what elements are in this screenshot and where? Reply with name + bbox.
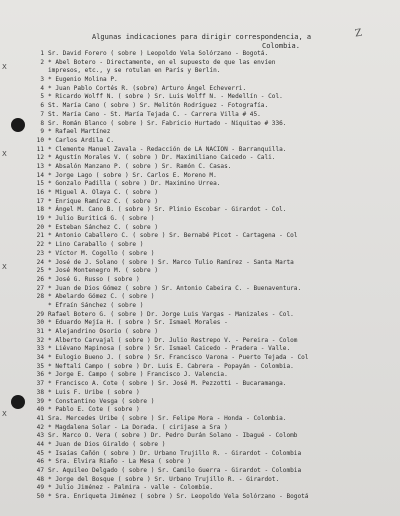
list-item [4,389,398,398]
item-number: 24 [36,258,44,266]
item-text: Sra. Mercedes Uribe ( sobre ) Sr. Felipe Mora - Honda - Colombia. [48,414,287,422]
list-item [4,293,398,302]
margin-mark: X [2,263,7,271]
item-text: * Lino Caraballo ( sobre ) [48,241,144,249]
list-item [4,371,398,380]
list-item [4,67,398,76]
item-text: * Julio Buriticá G. ( sobre ) [48,215,155,223]
item-number: 47 [36,467,44,474]
item-text: * Carlos Ardila C. [48,136,115,144]
list-item [4,380,398,389]
item-number: 2 [40,58,44,66]
item-number: 35 [36,362,44,370]
item-text: * Clemente Manuel Zavala - Redacción de LA NACION - Barranquilla. [48,145,287,153]
item-text: * Víctor M. Cogollo ( sobre ) [48,249,155,257]
item-number: 46 [36,458,44,466]
list-item [4,120,398,129]
list-item [4,76,398,85]
list-item [4,241,398,250]
item-text: * Antonio Caballero C. ( sobre ) Sr. Bernabé Picot - Cartagena - Col [48,232,298,240]
list-item [4,424,398,433]
item-number: 11 [36,145,44,153]
list-item [4,285,398,294]
item-number: 8 [40,119,44,127]
item-text: * Esteban Sánchez C. ( sobre ) [48,223,159,231]
item-number: 12 [36,154,44,162]
item-text: Sr. Marco O. Vera ( sobre ) Dr. Pedro Durán Solano - Ibagué - Colomb [48,432,298,440]
list-item [4,345,398,354]
item-number: 38 [36,388,44,396]
item-number: 10 [36,136,44,144]
list-item [4,102,398,111]
item-text: Rafael Botero G. ( sobre ) Dr. Jorge Luis Vargas - Manizales - Col. [48,310,294,318]
item-text: * José de J. Solano ( sobre ) Sr. Marco Tulio Ramírez - Santa Marta [48,258,294,266]
list-item [4,172,398,181]
item-text: * Constantino Vesga ( sobre ) [48,397,155,405]
item-number: 6 [40,102,44,110]
item-text: * Rafael Martínez [48,128,111,136]
item-text: Sr. David Forero ( sobre ) Leopoldo Vela Solórzano - Bogotá. [48,50,269,57]
margin-mark: X [2,410,7,418]
address-list [4,50,398,502]
list-item [4,458,398,467]
item-number: 3 [40,76,44,84]
list-item [4,311,398,320]
list-item [4,267,398,276]
item-number: 36 [36,371,44,379]
list-item [4,180,398,189]
item-number: 5 [40,93,44,101]
list-item [4,302,398,311]
handwritten-note: Z [354,27,363,40]
list-item [4,50,398,59]
item-number: 32 [36,336,44,344]
item-text: * Gonzalo Padilla ( sobre ) Dr. Maximino Urrea. [48,180,221,188]
item-number: 14 [36,171,44,179]
item-text: * Liévano Mapinosa ( sobre ) Sr. Ismael Caicedo - Pradera - Valle. [48,345,291,353]
item-number: 17 [36,197,44,205]
item-number: 15 [36,180,44,188]
item-text: * Enrique Ramírez C. ( sobre ) [48,197,159,205]
item-number: 42 [36,423,44,431]
list-item [4,215,398,224]
list-item [4,398,398,407]
item-text: * Juan de Dios Gómez ( sobre ) Sr. Antonio Cabeira C. - Buenaventura. [48,284,302,292]
item-text: * Francisco A. Cote ( sobre ) Sr. José M. Pezzotti - Bucaramanga. [48,380,287,388]
item-number: 21 [36,232,44,240]
item-text: * Miguel A. Olaya C. ( sobre ) [48,189,159,196]
list-item [4,276,398,285]
item-text: * Absalón Manzano P. ( sobre ) Sr. Ramón C. Casas. [48,162,232,170]
item-text: * Jorge del Bosque ( sobre ) Sr. Urbano Trujillo R. - Girardot. [48,475,280,483]
list-item [4,363,398,372]
list-item [4,415,398,424]
item-number: 30 [36,319,44,327]
item-text: * Julio Jiménez - Palmira - valle - Colombie. [48,484,214,492]
item-text: * Luis F. Uribe ( sobre ) [48,388,140,396]
list-item [4,137,398,146]
list-item [4,189,398,198]
item-text: * Ricardo Wolff N. ( sobre ) Sr. Luis Wolff N. - Medellín - Col. [48,93,283,101]
item-text: * Agustín Morales V. ( sobre ) Dr. Maximiliano Caicedo - Cali. [48,154,276,162]
item-number: 9 [40,128,44,136]
item-number: 33 [36,345,44,353]
item-text: * Sra. Elvira Riaño - La Mesa ( sobre ) [48,458,192,466]
list-item [4,259,398,268]
item-text: * Eulogio Bueno J. ( sobre ) Sr. Francisco Varona - Puerto Tejada - Col [48,354,309,362]
item-text: impresos, etc., y se rotulan en París y Berlín. [48,67,221,75]
item-number: 31 [36,328,44,335]
list-item [4,467,398,476]
item-text: * Jorge Lago ( sobre ) Sr. Carlos E. Moreno M. [48,171,217,179]
item-number: 48 [36,475,44,483]
item-text: Sr. Aquileo Delgado ( sobre ) Sr. Camilo Guerra - Girardot - Colombia [48,467,302,474]
item-number: 49 [36,484,44,492]
item-number: 43 [36,432,44,440]
item-text: * Eduardo Mejía H. ( sobre ) Sr. Ismael Morales - [48,319,228,327]
item-number: 27 [36,284,44,292]
item-text: * José Montenegro M. ( sobre ) [48,267,159,275]
item-text: * José G. Russo ( sobre ) [48,275,140,283]
list-item [4,250,398,259]
item-number: 45 [36,449,44,457]
list-item [4,484,398,493]
list-item [4,354,398,363]
item-text: * Ángel M. Cano B. ( sobre ) Sr. Plinio Escobar - Girardot - Col. [48,206,287,214]
list-item [4,206,398,215]
item-text: * Abel Botero - Directamente, en el supuesto de que las envíen [48,58,276,66]
item-number: 29 [36,310,44,318]
title-line-2: Colombia. [262,42,300,50]
item-number: 41 [36,414,44,422]
item-number: 40 [36,406,44,414]
item-text: * Alejandrino Osorio ( sobre ) [48,328,159,335]
list-item [4,93,398,102]
item-text: * Sra. Enriqueta Jiménez ( sobre ) Sr. Leopoldo Vela Solórzano - Bogotá [48,493,309,501]
list-item [4,232,398,241]
item-number: 7 [40,110,44,118]
item-number: 39 [36,397,44,405]
item-number: 22 [36,241,44,249]
margin-mark: X [2,63,7,71]
item-text: * Pablo E. Cote ( sobre ) [48,406,140,414]
list-item [4,432,398,441]
item-number: 34 [36,354,44,362]
item-number: 16 [36,189,44,196]
item-number: 19 [36,215,44,223]
item-text: Sr. Román Blanco ( sobre ) Sr. Fabricio Hurtado - Niquitao # 336. [48,119,287,127]
list-item [4,319,398,328]
item-text: * Alberto Carvajal ( sobre ) Dr. Julio Restrepo V. - Pereira - Colom [48,336,298,344]
margin-mark: X [2,150,7,158]
list-item [4,128,398,137]
list-item [4,146,398,155]
item-text: * Efraín Sánchez ( sobre ) [48,301,144,309]
list-item [4,328,398,337]
item-number: 13 [36,162,44,170]
list-item [4,163,398,172]
list-item [4,406,398,415]
item-text: * Juan Pablo Cortés R. (sobre) Arturo Ángel Echeverri. [48,84,247,92]
item-text: * Abelardo Gómez C. ( sobre ) [48,293,155,301]
item-number: 50 [36,493,44,501]
item-number: 26 [36,275,44,283]
item-text: * Isaías Cañón ( sobre ) Dr. Urbano Trujillo R. - Girardot - Colombia [48,449,302,457]
item-text: * Juan de Dios Giraldo ( sobre ) [48,440,166,448]
item-text: * Eugenio Molina P. [48,76,118,84]
item-text: * Magdalena Solar - La Dorada. ( cirijase a Sra ) [48,423,228,431]
list-item [4,154,398,163]
item-text: St. María Cano - St. María Tejada C. - Carrera Villa # 45. [48,110,261,118]
item-text: * Neftalí Campo ( sobre ) Dr. Luis E. Cabrera - Popayán - Colombia. [48,362,294,370]
item-number: 23 [36,249,44,257]
item-number: 37 [36,380,44,388]
item-text: * Jorge E. Campo ( sobre ) Francisco J. Valencia. [48,371,228,379]
item-number: 4 [40,84,44,92]
list-item [4,441,398,450]
document-title [92,33,392,51]
item-text: St. María Cano ( sobre ) Sr. Melitón Rodríguez - Fotografía. [48,102,269,110]
list-item [4,493,398,502]
item-number: 28 [36,293,44,301]
item-number: 25 [36,267,44,275]
list-item [4,450,398,459]
item-number: 20 [36,223,44,231]
list-item [4,111,398,120]
item-number: 18 [36,206,44,214]
item-number: 1 [40,50,44,57]
item-number: 44 [36,440,44,448]
title-line-1: Algunas indicaciones para dirigir correspondencia, a [92,33,312,41]
